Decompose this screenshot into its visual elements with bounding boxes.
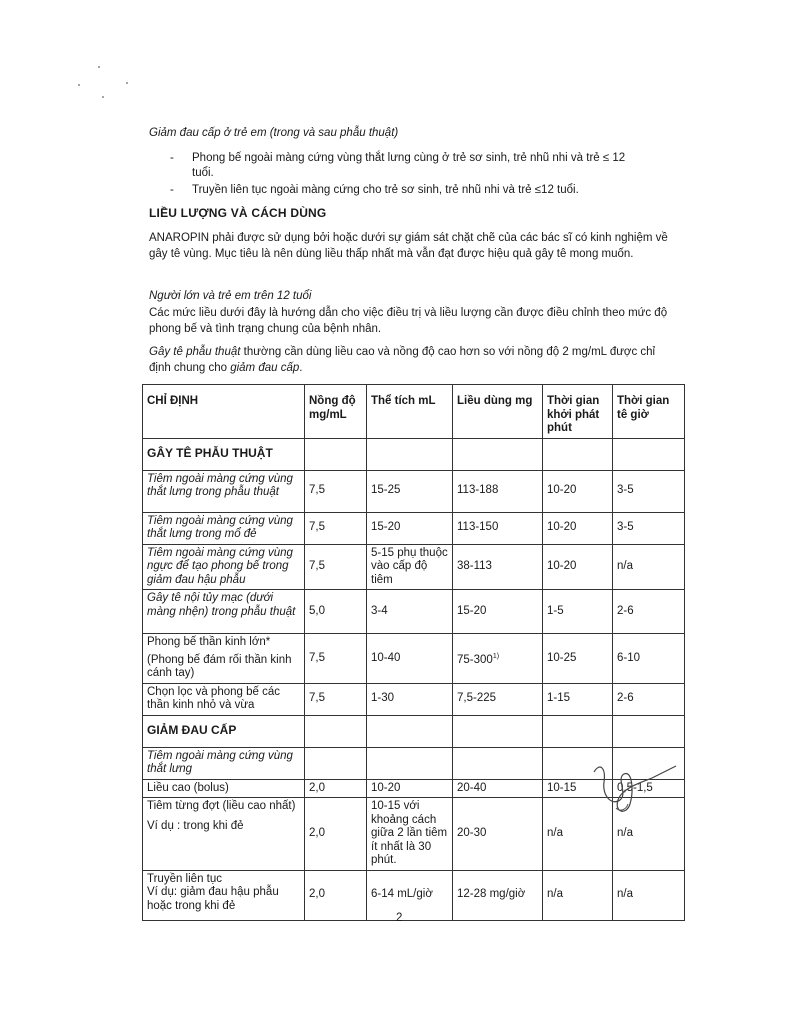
volume-cell: 3-4: [367, 590, 453, 634]
volume-cell: 15-20: [367, 512, 453, 544]
section-label: GIẢM ĐAU CẤP: [143, 715, 305, 747]
list-item: - Phong bế ngoài màng cứng vùng thắt lưng cùng ở trẻ sơ sinh, trẻ nhũ nhi và trẻ ≤ 12 tuổi.: [170, 152, 626, 179]
concentration-cell: 7,5: [305, 683, 367, 715]
footnote-marker: 1): [492, 652, 500, 660]
table-row: [143, 470, 685, 512]
indication-cell: Chọn lọc và phong bế các thần kinh nhỏ và vừa: [143, 683, 305, 715]
indication-cell: Liều cao (bolus): [143, 779, 305, 798]
concentration-cell: 7,5: [305, 512, 367, 544]
volume-cell: 10-20: [367, 779, 453, 798]
column-header: Nồng độ mg/mL: [305, 385, 367, 439]
column-header: Liều dùng mg: [453, 385, 543, 439]
volume-cell: 1-30: [367, 683, 453, 715]
volume-cell: 5-15 phụ thuộc vào cấp độ tiêm: [367, 544, 453, 590]
duration-cell: 0,5-1,5: [613, 779, 685, 798]
scan-specks: [76, 62, 136, 102]
duration-cell: 3-5: [613, 470, 685, 512]
dose-cell: 113-150: [453, 512, 543, 544]
table-row: [143, 634, 685, 684]
table-row: [143, 512, 685, 544]
concentration-cell: 2,0: [305, 870, 367, 920]
duration-cell: n/a: [613, 544, 685, 590]
duration-cell: n/a: [613, 798, 685, 871]
table-row: [143, 683, 685, 715]
column-header: Thời gian tê giờ: [613, 385, 685, 439]
volume-cell: 10-15 với khoảng cách giữa 2 lần tiêm ít nhất là 30 phút.: [367, 798, 453, 871]
dose-cell: 75-300$^{1)}$: [453, 634, 543, 684]
onset-cell: n/a: [543, 798, 613, 871]
table-row: [143, 590, 685, 634]
onset-cell: 1-15: [543, 683, 613, 715]
indication-cell: Truyền liên tục Ví dụ: giảm đau hậu phẫu hoặc trong khi đẻ: [143, 870, 305, 920]
table-section-row: [143, 438, 685, 470]
indication-bullet-list: [170, 151, 650, 200]
concentration-cell: 7,5: [305, 470, 367, 512]
concentration-cell: 2,0: [305, 779, 367, 798]
indication-cell: Gây tê nội tủy mạc (dưới màng nhện) trong phẫu thuật: [143, 590, 305, 634]
duration-cell: 2-6: [613, 683, 685, 715]
duration-cell: n/a: [613, 870, 685, 920]
concentration-paragraph: Gây tê phẫu thuật thường cần dùng liều cao và nồng độ cao hơn so với nồng độ 2 mg/mL được chỉ định chung cho giảm đau cấp.: [149, 346, 656, 374]
dose-cell: 38-113: [453, 544, 543, 590]
duration-cell: 6-10: [613, 634, 685, 684]
bullet-marker: -: [170, 152, 174, 164]
bullet-marker: -: [170, 184, 174, 196]
onset-cell: 10-20: [543, 544, 613, 590]
adults-subheading: Người lớn và trẻ em trên 12 tuổi: [149, 290, 312, 302]
page-number: 2: [396, 912, 403, 924]
concentration-cell: 2,0: [305, 798, 367, 871]
onset-cell: 10-20: [543, 512, 613, 544]
indication-cell: Phong bế thần kinh lớn* (Phong bế đám rối thần kinh cánh tay): [143, 634, 305, 684]
dosage-table: [142, 384, 685, 921]
section-label: GÂY TÊ PHẪU THUẬT: [143, 438, 305, 470]
usage-paragraph: ANAROPIN phải được sử dụng bởi hoặc dưới sự giám sát chặt chẽ của các bác sĩ có kinh nghiệm về gây tê vùng. Mục tiêu là nên dùng liều thấp nhất mà vẫn đạt được hiệu quả gây tê mong muốn.: [149, 232, 668, 260]
table-row: [143, 544, 685, 590]
column-header: Thể tích mL: [367, 385, 453, 439]
indication-cell: Tiêm ngoài màng cứng vùng thắt lưng trong mổ đẻ: [143, 512, 305, 544]
handwritten-signature: [590, 760, 680, 820]
volume-cell: 6-14 mL/giờ: [367, 870, 453, 920]
table-header-row: [143, 385, 685, 439]
column-header: CHỈ ĐỊNH: [143, 385, 305, 439]
dose-cell: 20-40: [453, 779, 543, 798]
dosage-guidance-paragraph: Các mức liều dưới đây là hướng dẫn cho việc điều trị và liều lượng cần được điều chỉnh theo mức độ phong bế và tình trạng chung của bệnh nhân.: [149, 307, 668, 335]
indication-cell: Tiêm ngoài màng cứng vùng ngực để tạo phong bế trong giảm đau hậu phẫu: [143, 544, 305, 590]
pediatric-acute-pain-title: Giảm đau cấp ở trẻ em (trong và sau phẫu thuật): [149, 127, 399, 139]
onset-cell: n/a: [543, 870, 613, 920]
concentration-cell: 5,0: [305, 590, 367, 634]
dose-cell: 15-20: [453, 590, 543, 634]
volume-cell: 15-25: [367, 470, 453, 512]
dose-cell: 7,5-225: [453, 683, 543, 715]
onset-cell: 10-25: [543, 634, 613, 684]
table-section-row: [143, 715, 685, 747]
indication-cell: Tiêm ngoài màng cứng vùng thắt lưng trong phẫu thuật: [143, 470, 305, 512]
dose-cell: 20-30: [453, 798, 543, 871]
concentration-cell: 7,5: [305, 544, 367, 590]
dose-cell: 12-28 mg/giờ: [453, 870, 543, 920]
dose-cell: 113-188: [453, 470, 543, 512]
onset-cell: 10-20: [543, 470, 613, 512]
concentration-cell: 7,5: [305, 634, 367, 684]
duration-cell: 3-5: [613, 512, 685, 544]
column-header: Thời gian khởi phát phút: [543, 385, 613, 439]
onset-cell: 1-5: [543, 590, 613, 634]
section-heading: LIỀU LƯỢNG VÀ CÁCH DÙNG: [149, 206, 327, 220]
indication-cell: Tiêm từng đợt (liều cao nhất) Ví dụ : trong khi đẻ: [143, 798, 305, 871]
onset-cell: 10-15: [543, 779, 613, 798]
list-item: - Truyền liên tục ngoài màng cứng cho trẻ sơ sinh, trẻ nhũ nhi và trẻ ≤12 tuổi.: [170, 184, 579, 196]
volume-cell: 10-40: [367, 634, 453, 684]
duration-cell: 2-6: [613, 590, 685, 634]
table-row: [143, 870, 685, 920]
indication-cell: Tiêm ngoài màng cứng vùng thắt lưng: [143, 747, 305, 779]
